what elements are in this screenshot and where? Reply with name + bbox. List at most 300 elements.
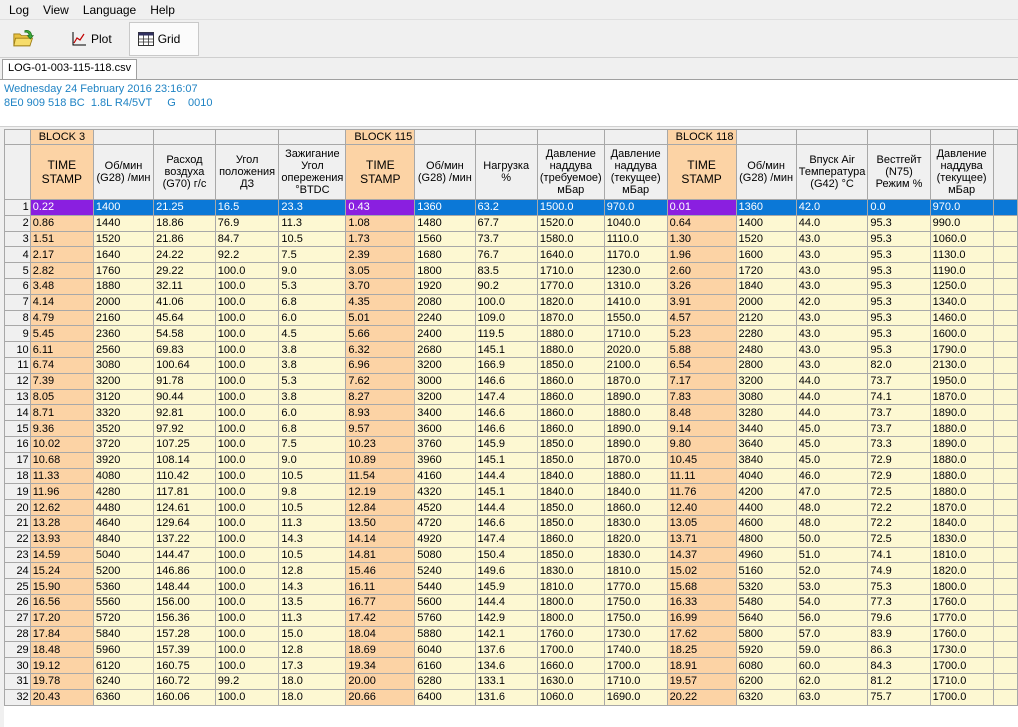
table-cell[interactable]: 1800.0 [537,610,604,626]
table-cell[interactable]: 6080 [736,658,796,674]
table-cell[interactable]: 1840.0 [930,515,993,531]
table-cell[interactable]: 1880.0 [930,484,993,500]
table-cell[interactable]: 137.6 [475,642,537,658]
table-cell[interactable]: 77.3 [868,594,930,610]
table-cell[interactable]: 11.33 [30,468,93,484]
table-cell[interactable]: 2360 [93,326,153,342]
table-row[interactable] [5,215,1018,231]
table-row[interactable] [5,436,1018,452]
table-cell[interactable]: 12.62 [30,500,93,516]
table-cell[interactable]: 73.7 [868,421,930,437]
table-cell[interactable]: 18.48 [30,642,93,658]
table-row[interactable] [5,626,1018,642]
table-cell[interactable]: 2680 [415,342,475,358]
table-cell[interactable]: 2280 [736,326,796,342]
table-cell[interactable]: 1770.0 [930,610,993,626]
row-number[interactable]: 19 [5,484,31,500]
table-cell[interactable]: 1760.0 [930,626,993,642]
column-header[interactable]: Нагрузка % [475,145,537,200]
table-cell[interactable]: 6120 [93,658,153,674]
table-cell[interactable]: 95.3 [868,263,930,279]
table-cell[interactable]: 86.3 [868,642,930,658]
table-cell[interactable]: 18.0 [279,689,346,705]
table-cell[interactable]: 13.05 [667,515,736,531]
table-cell[interactable]: 53.0 [796,579,868,595]
table-row[interactable] [5,658,1018,674]
table-cell[interactable]: 4480 [93,500,153,516]
table-cell[interactable]: 5.88 [667,342,736,358]
row-number[interactable]: 29 [5,642,31,658]
table-cell[interactable]: 10.02 [30,436,93,452]
table-cell[interactable]: 2.39 [346,247,415,263]
table-cell[interactable]: 1850.0 [537,357,604,373]
table-cell[interactable]: 970.0 [930,200,993,216]
table-cell[interactable]: 2.82 [30,263,93,279]
table-cell[interactable]: 12.19 [346,484,415,500]
row-number[interactable]: 2 [5,215,31,231]
table-cell[interactable]: 4.5 [279,326,346,342]
table-cell[interactable]: 5320 [736,579,796,595]
table-row[interactable] [5,200,1018,216]
table-cell[interactable]: 3320 [93,405,153,421]
row-number[interactable]: 15 [5,421,31,437]
table-cell[interactable]: 15.0 [279,626,346,642]
table-cell[interactable]: 157.39 [154,642,216,658]
table-cell[interactable]: 20.66 [346,689,415,705]
table-row[interactable] [5,500,1018,516]
table-cell[interactable]: 0.01 [667,200,736,216]
table-cell[interactable]: 2480 [736,342,796,358]
table-cell[interactable]: 133.1 [475,673,537,689]
table-cell[interactable]: 62.0 [796,673,868,689]
table-cell[interactable]: 60.0 [796,658,868,674]
table-cell[interactable]: 17.84 [30,626,93,642]
table-cell[interactable]: 43.0 [796,278,868,294]
table-cell[interactable]: 6.11 [30,342,93,358]
table-cell[interactable]: 1860.0 [537,421,604,437]
table-cell[interactable]: 1860.0 [604,500,667,516]
table-cell[interactable]: 1880 [93,278,153,294]
table-cell[interactable]: 5800 [736,626,796,642]
column-header[interactable]: TIME STAMP [30,145,93,200]
table-cell[interactable]: 1730.0 [604,626,667,642]
table-cell[interactable]: 4920 [415,531,475,547]
table-cell[interactable]: 1810.0 [537,579,604,595]
row-number[interactable]: 31 [5,673,31,689]
table-cell[interactable]: 0.86 [30,215,93,231]
table-cell[interactable]: 3120 [93,389,153,405]
table-cell[interactable]: 79.6 [868,610,930,626]
table-row[interactable] [5,673,1018,689]
table-cell[interactable]: 100.0 [215,405,279,421]
table-cell[interactable]: 95.3 [868,326,930,342]
table-cell[interactable]: 1060.0 [930,231,993,247]
table-cell[interactable]: 1790.0 [930,342,993,358]
table-cell[interactable]: 9.80 [667,436,736,452]
table-cell[interactable]: 83.5 [475,263,537,279]
table-cell[interactable]: 14.81 [346,547,415,563]
table-cell[interactable]: 160.06 [154,689,216,705]
table-cell[interactable]: 1830.0 [604,515,667,531]
table-cell[interactable]: 4.79 [30,310,93,326]
table-cell[interactable]: 15.24 [30,563,93,579]
table-cell[interactable]: 2020.0 [604,342,667,358]
table-cell[interactable]: 59.0 [796,642,868,658]
table-cell[interactable]: 12.40 [667,500,736,516]
table-cell[interactable]: 117.81 [154,484,216,500]
table-cell[interactable]: 3200 [93,373,153,389]
table-cell[interactable]: 100.0 [215,531,279,547]
table-cell[interactable]: 75.7 [868,689,930,705]
table-cell[interactable]: 100.0 [215,594,279,610]
table-cell[interactable]: 5360 [93,579,153,595]
table-cell[interactable]: 1760.0 [537,626,604,642]
grid-button[interactable] [129,22,199,56]
table-cell[interactable]: 0.0 [868,200,930,216]
table-cell[interactable]: 16.77 [346,594,415,610]
open-button[interactable] [4,22,48,56]
table-cell[interactable]: 6040 [415,642,475,658]
table-cell[interactable]: 17.42 [346,610,415,626]
table-cell[interactable]: 14.59 [30,547,93,563]
table-cell[interactable]: 2000 [93,294,153,310]
table-cell[interactable]: 54.0 [796,594,868,610]
table-cell[interactable]: 1870.0 [930,500,993,516]
table-cell[interactable]: 100.0 [215,563,279,579]
table-cell[interactable]: 20.22 [667,689,736,705]
table-cell[interactable]: 100.0 [215,484,279,500]
table-cell[interactable]: 1770.0 [537,278,604,294]
table-cell[interactable]: 12.8 [279,642,346,658]
table-cell[interactable]: 1870.0 [604,373,667,389]
column-header[interactable]: TIME STAMP [346,145,415,200]
column-header[interactable]: Об/мин (G28) /мин [736,145,796,200]
table-cell[interactable]: 3960 [415,452,475,468]
table-cell[interactable]: 4200 [736,484,796,500]
table-cell[interactable]: 2800 [736,357,796,373]
table-cell[interactable]: 100.0 [215,689,279,705]
table-cell[interactable]: 13.93 [30,531,93,547]
table-cell[interactable]: 95.3 [868,310,930,326]
table-cell[interactable]: 18.0 [279,673,346,689]
table-cell[interactable]: 1830.0 [930,531,993,547]
table-cell[interactable]: 6.96 [346,357,415,373]
table-cell[interactable]: 18.25 [667,642,736,658]
table-cell[interactable]: 43.0 [796,263,868,279]
table-cell[interactable]: 18.91 [667,658,736,674]
menu-help[interactable]: Help [150,2,175,17]
table-cell[interactable]: 8.93 [346,405,415,421]
row-number[interactable]: 20 [5,500,31,516]
table-cell[interactable]: 1710.0 [537,263,604,279]
table-cell[interactable]: 6200 [736,673,796,689]
column-header[interactable]: Давление наддува (текущее) мБар [604,145,667,200]
table-cell[interactable]: 6400 [415,689,475,705]
table-cell[interactable]: 144.47 [154,547,216,563]
table-cell[interactable]: 10.68 [30,452,93,468]
table-row[interactable] [5,326,1018,342]
table-cell[interactable]: 4280 [93,484,153,500]
table-row[interactable] [5,389,1018,405]
table-cell[interactable]: 1810.0 [604,563,667,579]
row-number[interactable]: 18 [5,468,31,484]
table-cell[interactable]: 100.0 [215,421,279,437]
table-cell[interactable]: 5720 [93,610,153,626]
table-cell[interactable]: 109.0 [475,310,537,326]
table-cell[interactable]: 1890.0 [604,389,667,405]
table-cell[interactable]: 13.50 [346,515,415,531]
table-cell[interactable]: 990.0 [930,215,993,231]
table-cell[interactable]: 72.9 [868,468,930,484]
table-cell[interactable]: 3.8 [279,357,346,373]
table-cell[interactable]: 1400 [736,215,796,231]
table-cell[interactable]: 92.81 [154,405,216,421]
table-cell[interactable]: 2160 [93,310,153,326]
table-cell[interactable]: 3.8 [279,342,346,358]
table-cell[interactable]: 1830.0 [537,563,604,579]
table-cell[interactable]: 2100.0 [604,357,667,373]
table-cell[interactable]: 110.42 [154,468,216,484]
table-cell[interactable]: 146.6 [475,515,537,531]
table-cell[interactable]: 1840 [736,278,796,294]
table-cell[interactable]: 1400 [93,200,153,216]
table-cell[interactable]: 1870.0 [604,452,667,468]
table-row[interactable] [5,547,1018,563]
table-cell[interactable]: 4320 [415,484,475,500]
table-cell[interactable]: 1.08 [346,215,415,231]
table-cell[interactable]: 3080 [93,357,153,373]
table-cell[interactable]: 147.4 [475,389,537,405]
menu-language[interactable]: Language [82,2,137,17]
table-cell[interactable]: 129.64 [154,515,216,531]
table-cell[interactable]: 100.0 [215,342,279,358]
table-row[interactable] [5,247,1018,263]
table-cell[interactable]: 100.0 [215,326,279,342]
table-cell[interactable]: 11.96 [30,484,93,500]
table-cell[interactable]: 16.11 [346,579,415,595]
table-cell[interactable]: 2560 [93,342,153,358]
table-cell[interactable]: 92.2 [215,247,279,263]
table-cell[interactable]: 6.0 [279,405,346,421]
table-cell[interactable]: 1060.0 [537,689,604,705]
table-cell[interactable]: 3.70 [346,278,415,294]
table-cell[interactable]: 2130.0 [930,357,993,373]
table-cell[interactable]: 43.0 [796,231,868,247]
table-cell[interactable]: 45.0 [796,436,868,452]
table-cell[interactable]: 20.00 [346,673,415,689]
table-cell[interactable]: 134.6 [475,658,537,674]
table-cell[interactable]: 1660.0 [537,658,604,674]
table-cell[interactable]: 100.0 [215,452,279,468]
table-cell[interactable]: 83.9 [868,626,930,642]
table-cell[interactable]: 13.5 [279,594,346,610]
table-cell[interactable]: 5840 [93,626,153,642]
table-cell[interactable]: 15.02 [667,563,736,579]
table-cell[interactable]: 7.83 [667,389,736,405]
table-cell[interactable]: 95.3 [868,342,930,358]
row-number[interactable]: 4 [5,247,31,263]
table-cell[interactable]: 95.3 [868,278,930,294]
table-cell[interactable]: 100.0 [215,547,279,563]
table-cell[interactable]: 3400 [415,405,475,421]
table-cell[interactable]: 146.6 [475,421,537,437]
table-cell[interactable]: 6160 [415,658,475,674]
table-cell[interactable]: 131.6 [475,689,537,705]
table-cell[interactable]: 1040.0 [604,215,667,231]
table-cell[interactable]: 1600.0 [930,326,993,342]
table-cell[interactable]: 10.45 [667,452,736,468]
table-cell[interactable]: 14.37 [667,547,736,563]
table-cell[interactable]: 10.5 [279,500,346,516]
table-cell[interactable]: 3920 [93,452,153,468]
table-cell[interactable]: 156.00 [154,594,216,610]
table-cell[interactable]: 1250.0 [930,278,993,294]
table-cell[interactable]: 160.75 [154,658,216,674]
table-cell[interactable]: 72.9 [868,452,930,468]
menu-view[interactable]: View [43,2,69,17]
table-cell[interactable]: 21.86 [154,231,216,247]
row-number[interactable]: 27 [5,610,31,626]
table-row[interactable] [5,610,1018,626]
column-header[interactable]: Расход воздуха (G70) г/с [154,145,216,200]
table-cell[interactable]: 20.43 [30,689,93,705]
table-row[interactable] [5,294,1018,310]
table-cell[interactable]: 1880.0 [604,405,667,421]
table-cell[interactable]: 1520 [93,231,153,247]
table-cell[interactable]: 69.83 [154,342,216,358]
table-cell[interactable]: 4720 [415,515,475,531]
table-cell[interactable]: 1730.0 [930,642,993,658]
table-cell[interactable]: 1870.0 [930,389,993,405]
table-cell[interactable]: 5080 [415,547,475,563]
table-cell[interactable]: 29.22 [154,263,216,279]
table-cell[interactable]: 124.61 [154,500,216,516]
table-cell[interactable]: 19.12 [30,658,93,674]
table-cell[interactable]: 17.3 [279,658,346,674]
menu-log[interactable]: Log [9,2,30,17]
table-cell[interactable]: 146.6 [475,405,537,421]
table-cell[interactable]: 1740.0 [604,642,667,658]
table-cell[interactable]: 3640 [736,436,796,452]
table-cell[interactable]: 11.76 [667,484,736,500]
table-cell[interactable]: 1130.0 [930,247,993,263]
column-header[interactable]: TIME STAMP [667,145,736,200]
table-cell[interactable]: 5240 [415,563,475,579]
column-header[interactable]: Угол положения ДЗ [215,145,279,200]
table-cell[interactable]: 4.35 [346,294,415,310]
row-number[interactable]: 3 [5,231,31,247]
table-cell[interactable]: 5440 [415,579,475,595]
table-cell[interactable]: 144.4 [475,594,537,610]
table-cell[interactable]: 1880.0 [930,421,993,437]
table-cell[interactable]: 1870.0 [537,310,604,326]
table-cell[interactable]: 5040 [93,547,153,563]
table-cell[interactable]: 1820.0 [537,294,604,310]
table-cell[interactable]: 1880.0 [604,468,667,484]
table-cell[interactable]: 2000 [736,294,796,310]
table-cell[interactable]: 6360 [93,689,153,705]
table-cell[interactable]: 46.0 [796,468,868,484]
row-number[interactable]: 32 [5,689,31,705]
column-header[interactable]: Об/мин (G28) /мин [93,145,153,200]
table-cell[interactable]: 95.3 [868,247,930,263]
table-row[interactable] [5,310,1018,326]
table-cell[interactable]: 15.46 [346,563,415,579]
table-cell[interactable]: 100.0 [475,294,537,310]
table-cell[interactable]: 10.5 [279,547,346,563]
column-header[interactable]: Давление наддува (текущее) мБар [930,145,993,200]
table-cell[interactable]: 145.1 [475,452,537,468]
table-cell[interactable]: 8.71 [30,405,93,421]
table-cell[interactable]: 11.3 [279,515,346,531]
table-cell[interactable]: 11.11 [667,468,736,484]
column-header[interactable]: Вестгейт (N75) Режим % [868,145,930,200]
table-cell[interactable]: 4640 [93,515,153,531]
table-cell[interactable]: 1810.0 [930,547,993,563]
table-row[interactable] [5,373,1018,389]
table-cell[interactable]: 16.99 [667,610,736,626]
table-cell[interactable]: 5.3 [279,373,346,389]
table-cell[interactable]: 0.43 [346,200,415,216]
table-cell[interactable]: 1830.0 [604,547,667,563]
table-cell[interactable]: 1550.0 [604,310,667,326]
table-cell[interactable]: 43.0 [796,326,868,342]
table-cell[interactable]: 18.86 [154,215,216,231]
row-number[interactable]: 11 [5,357,31,373]
table-row[interactable] [5,342,1018,358]
table-cell[interactable]: 1750.0 [604,610,667,626]
table-cell[interactable]: 5480 [736,594,796,610]
table-cell[interactable]: 1710.0 [604,326,667,342]
table-cell[interactable]: 8.05 [30,389,93,405]
table-cell[interactable]: 1700.0 [537,642,604,658]
table-cell[interactable]: 1.73 [346,231,415,247]
table-cell[interactable]: 2080 [415,294,475,310]
table-cell[interactable]: 119.5 [475,326,537,342]
table-cell[interactable]: 11.3 [279,215,346,231]
table-cell[interactable]: 48.0 [796,515,868,531]
table-row[interactable] [5,484,1018,500]
table-cell[interactable]: 73.7 [868,405,930,421]
table-cell[interactable]: 4080 [93,468,153,484]
table-cell[interactable]: 1880.0 [537,342,604,358]
table-cell[interactable]: 63.2 [475,200,537,216]
table-cell[interactable]: 6.54 [667,357,736,373]
table-cell[interactable]: 45.0 [796,421,868,437]
table-cell[interactable]: 5600 [415,594,475,610]
table-cell[interactable]: 1710.0 [930,673,993,689]
table-cell[interactable]: 1630.0 [537,673,604,689]
table-cell[interactable]: 72.5 [868,484,930,500]
table-cell[interactable]: 146.86 [154,563,216,579]
table-cell[interactable]: 16.56 [30,594,93,610]
table-row[interactable] [5,468,1018,484]
table-cell[interactable]: 100.0 [215,436,279,452]
table-cell[interactable]: 5920 [736,642,796,658]
table-cell[interactable]: 1840.0 [604,484,667,500]
table-cell[interactable]: 99.2 [215,673,279,689]
table-cell[interactable]: 3840 [736,452,796,468]
table-cell[interactable]: 1110.0 [604,231,667,247]
table-cell[interactable]: 1640.0 [537,247,604,263]
table-cell[interactable]: 73.7 [868,373,930,389]
table-cell[interactable]: 19.78 [30,673,93,689]
table-cell[interactable]: 7.5 [279,247,346,263]
table-cell[interactable]: 42.0 [796,294,868,310]
table-cell[interactable]: 44.0 [796,373,868,389]
table-cell[interactable]: 4.14 [30,294,93,310]
table-cell[interactable]: 1190.0 [930,263,993,279]
